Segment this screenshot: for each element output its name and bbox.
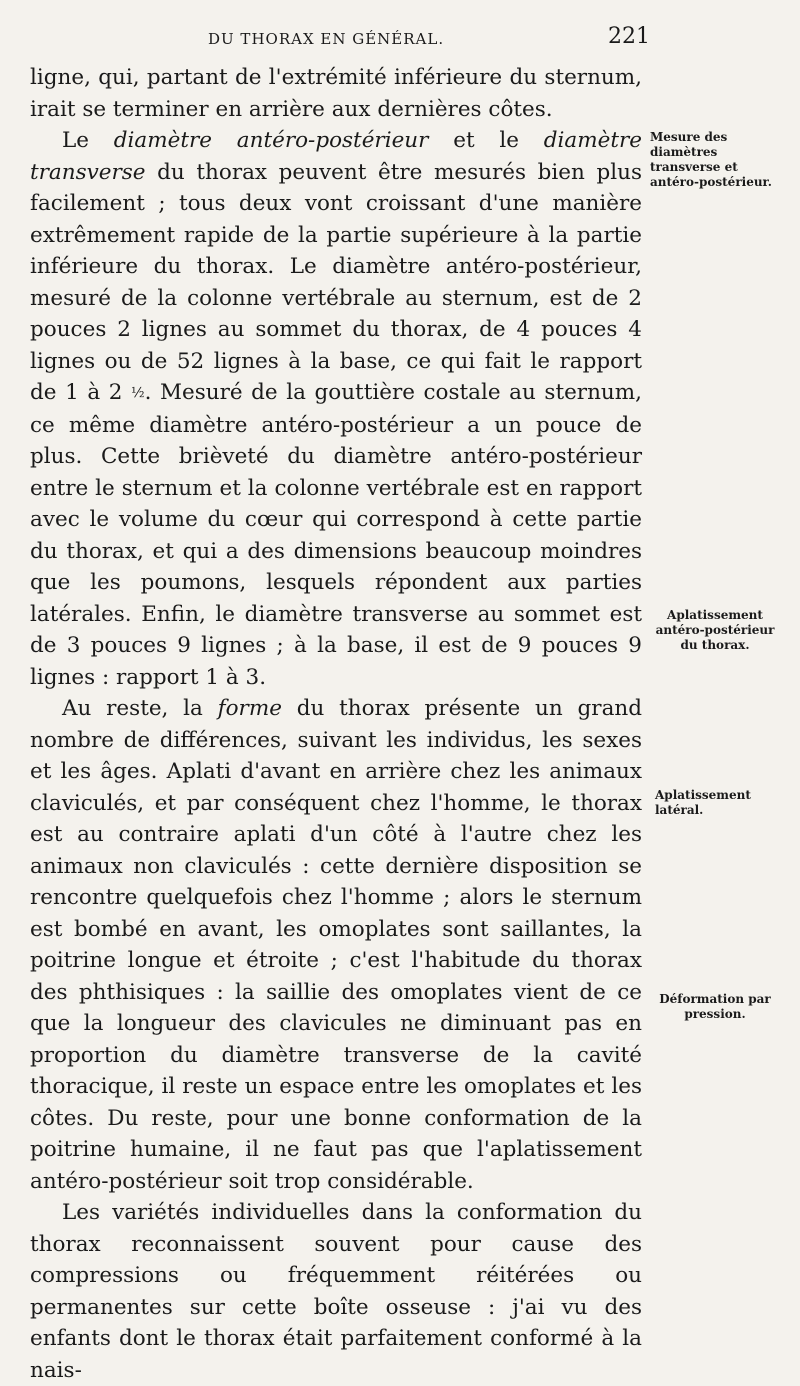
margin-note-antero-posterior-flattening: Aplatissement antéro-postérieur du thorax. xyxy=(655,608,775,652)
paragraph xyxy=(30,125,642,693)
text-run: ligne, qui, partant de l'extrémité inférieure du sternum, irait se terminer en arrière aux dernières côtes. xyxy=(30,65,642,122)
text-run: Au reste, la xyxy=(62,696,218,721)
paragraph xyxy=(30,693,642,1197)
text-run: et le xyxy=(428,128,544,153)
emphasized-text: diamètre antéro-postérieur xyxy=(113,128,429,153)
text-run: du thorax peuvent être mesurés bien plus facilement ; tous deux vont croissant d'une manière extrêmement rapide de la partie supérieure à la partie inférieure du thorax. Le diamètre antéro-postérieur, mesuré de la colonne vertébrale au sternum, est de 2 pouces 2 lignes au sommet du thorax, de 4 pouces 4 lignes ou de 52 lignes à la base, ce qui fait le rapport de 1 à 2 xyxy=(30,159,642,405)
text-run: Les variétés individuelles dans la conformation du thorax reconnaissent souvent pour cause des compressions ou fréquemment réitérées ou permanentes sur cette boîte osseuse : j'ai vu des enfants dont le thorax était parfaitement conformé à la nais- xyxy=(30,1200,642,1383)
emphasized-text: diamètre transverse xyxy=(30,128,642,185)
body-text xyxy=(30,62,642,1386)
page-header xyxy=(30,24,650,54)
text-run: . Mesuré de la gouttière costale au sternum, ce même diamètre antéro-postérieur a un pouce de plus. Cette brièveté du diamètre antéro-postérieur entre le sternum et la colonne vertébrale est en rapport avec le volume du cœur qui correspond à cette partie du thorax, et qui a des dimensions beaucoup moindres que les poumons, lesquels répondent aux parties latérales. Enfin, le diamètre transverse au sommet est de 3 pouces 9 lignes ; à la base, il est de 9 pouces 9 lignes : rapport 1 à 3. xyxy=(30,380,643,690)
emphasized-text: forme xyxy=(217,696,282,721)
margin-note-diameters: Mesure des diamètres transverse et antéro-postérieur. xyxy=(650,130,772,189)
margin-note-lateral-flattening: Aplatissement latéral. xyxy=(655,788,751,817)
margin-note-pressure-deformation: Déformation par pression. xyxy=(659,992,771,1021)
page-number: 221 xyxy=(608,24,650,49)
paragraph xyxy=(30,62,642,125)
text-run: Le xyxy=(62,128,114,153)
fraction: ½ xyxy=(130,385,145,401)
running-title: DU THORAX EN GÉNÉRAL. xyxy=(208,30,445,48)
paragraph xyxy=(30,1197,642,1386)
text-run: du thorax présente un grand nombre de différences, suivant les individus, les sexes et les âges. Aplati d'avant en arrière chez les animaux claviculés, et par conséquent chez l'homme, le thorax est au contraire aplati d'un côté à l'autre chez les animaux non claviculés : cette dernière disposition se rencontre quelquefois chez l'homme ; alors le sternum est bombé en avant, les omoplates sont saillantes, la poitrine longue et étroite ; c'est l'habitude du thorax des phthisiques : la saillie des omoplates vient de ce que la longueur des clavicules ne diminuant pas en proportion du diamètre transverse de la cavité thoracique, il reste un espace entre les omoplates et les côtes. Du reste, pour une bonne conformation de la poitrine humaine, il ne faut pas que l'aplatissement antéro-postérieur soit trop considérable. xyxy=(30,696,642,1194)
